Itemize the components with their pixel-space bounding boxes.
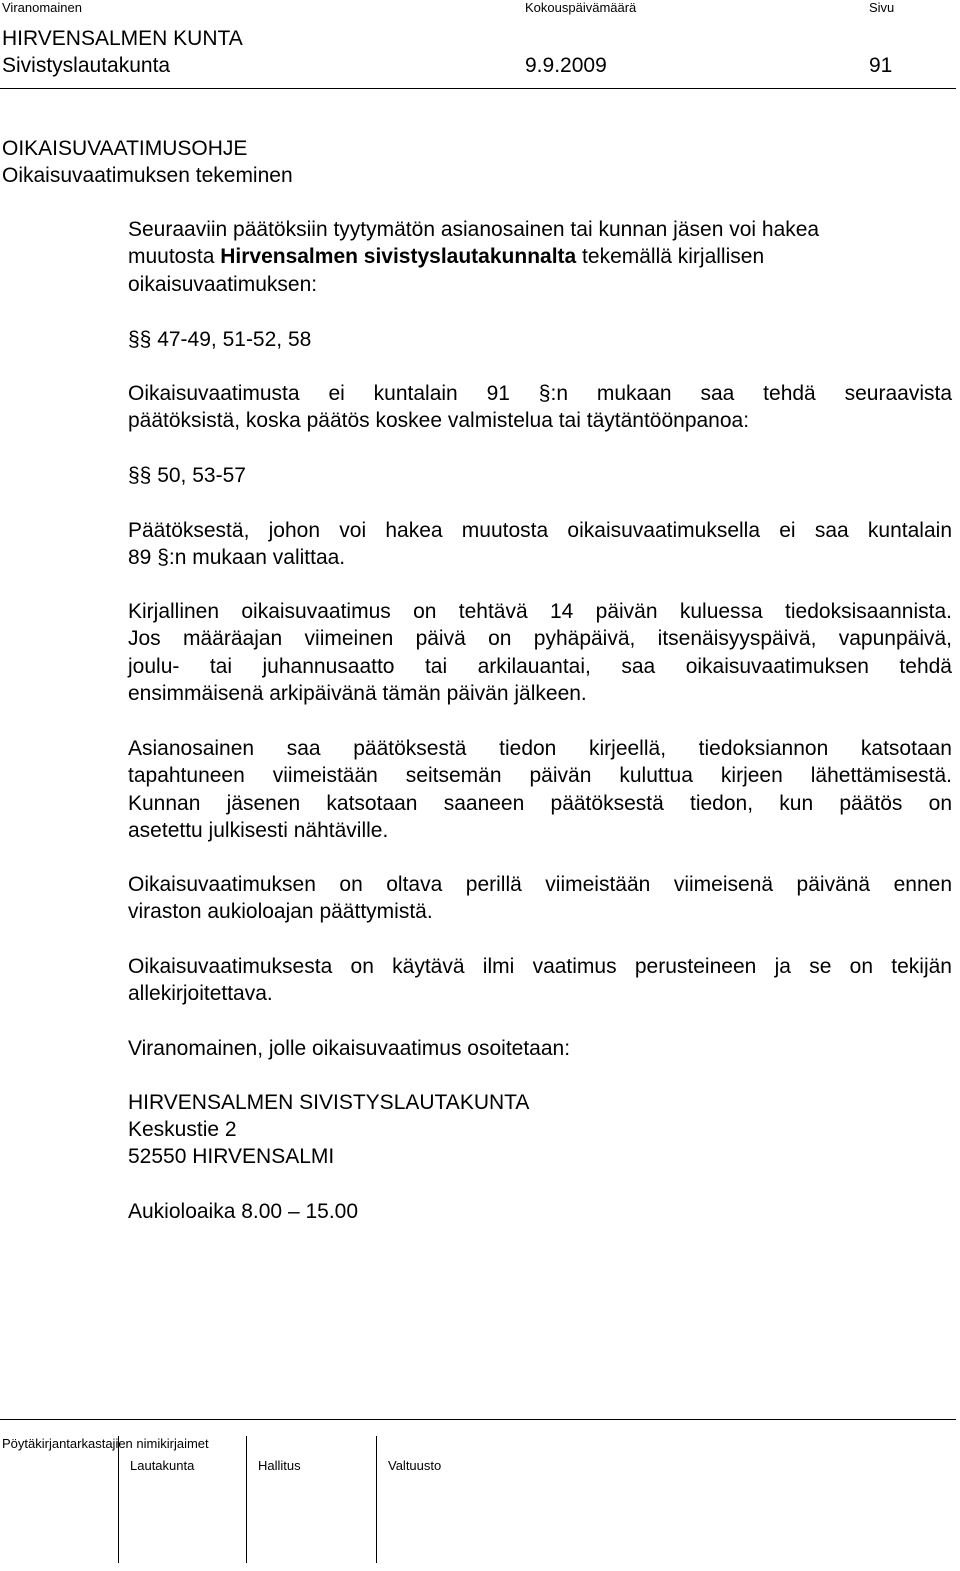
label-page: Sivu [869, 0, 895, 15]
label-meeting-date: Kokouspäivämäärä [525, 0, 637, 15]
sections-not-allowed [128, 462, 246, 489]
deadline-line-2: Jos määräajan viimeinen päivä on pyhäpäivä, itsenäisyyspäivä, vapunpäivä, [128, 627, 952, 651]
appeal-note-line-2: 89 §:n mukaan valittaa. [128, 546, 346, 570]
addressee-intro: Viranomainen, jolle oikaisuvaatimus osoitetaan: [128, 1037, 571, 1060]
not-allowed-line-2: päätöksistä, koska päätös koskee valmistelua tai täytäntöönpanoa: [128, 409, 750, 433]
notice-line-1: Asianosainen saa päätöksestä tiedon kirjeellä, tiedoksiannon katsotaan [128, 737, 952, 760]
intro-line-2-post: tekemällä kirjallisen [576, 245, 765, 269]
board-bold-name: Hirvensalmen sivistyslautakunnalta [220, 245, 577, 269]
footer-rule [0, 1419, 956, 1420]
board-name: Sivistyslautakunta [2, 54, 171, 77]
intro-paragraph [128, 216, 952, 298]
addressee-street: Keskustie 2 [128, 1118, 237, 1141]
submission-paragraph [128, 871, 952, 926]
deadline-line-3: joulu- tai juhannusaatto tai arkilauantai, saa oikaisuvaatimuksen tehdä [128, 654, 952, 678]
not-allowed-paragraph [128, 380, 952, 435]
intro-line-1: Seuraaviin päätöksiin tyytymätön asianosainen tai kunnan jäsen voi hakea [128, 218, 820, 241]
sections-allowed [128, 326, 311, 353]
intro-line-2-pre: muutosta [128, 245, 221, 269]
submission-line-1: Oikaisuvaatimuksen on oltava perillä viimeistään viimeisenä päivänä ennen [128, 873, 952, 896]
deadline-line-4: ensimmäisenä arkipäivänä tämän päivän jälkeen. [128, 681, 587, 705]
addressee-postal: 52550 HIRVENSALMI [128, 1145, 335, 1168]
office-hours: Aukioloaika 8.00 – 15.00 [128, 1200, 359, 1223]
submission-line-2: viraston aukioloajan päättymistä. [128, 900, 433, 924]
addressee-name: HIRVENSALMEN SIVISTYSLAUTAKUNTA [128, 1091, 530, 1114]
notice-line-2: tapahtuneen viimeistään seitsemän päivän kuluttua kirjeen lähettämisestä. [128, 764, 952, 788]
intro-line-2 [128, 243, 952, 270]
section-symbol: §§ [128, 464, 152, 487]
notice-line-3: Kunnan jäsenen katsotaan saaneen päätöksestä tiedon, kun päätös on [128, 791, 952, 815]
footer-col-government: Hallitus [258, 1458, 301, 1473]
footer-col-board: Lautakunta [130, 1458, 195, 1473]
meeting-date: 9.9.2009 [525, 54, 607, 77]
label-authority: Viranomainen [2, 0, 82, 15]
signature-paragraph [128, 953, 952, 1008]
sections-allowed-numbers: 47-49, 51-52, 58 [157, 328, 312, 351]
not-allowed-line-1: Oikaisuvaatimusta ei kuntalain 91 §:n mukaan saa tehdä seuraavista [128, 382, 952, 405]
sections-not-allowed-numbers: 50, 53-57 [157, 464, 246, 487]
header-rule [0, 88, 956, 89]
document-subtitle: Oikaisuvaatimuksen tekeminen [2, 164, 293, 187]
footer-divider-3 [376, 1436, 377, 1563]
footer-divider-1 [118, 1436, 119, 1563]
section-symbol: §§ [128, 328, 152, 351]
signature-line-2: allekirjoitettava. [128, 982, 273, 1006]
notice-line-4: asetettu julkisesti nähtäville. [128, 818, 389, 842]
footer-col-council: Valtuusto [388, 1458, 442, 1473]
initials-label: Pöytäkirjantarkastajien nimikirjaimet [2, 1436, 209, 1451]
document-title: OIKAISUVAATIMUSOHJE [2, 137, 248, 160]
deadline-line-1: Kirjallinen oikaisuvaatimus on tehtävä 14 päivän kuluessa tiedoksisaannista. [128, 600, 952, 623]
footer-divider-2 [246, 1436, 247, 1563]
deadline-paragraph [128, 598, 952, 707]
intro-line-3: oikaisuvaatimuksen: [128, 272, 318, 296]
appeal-note-line-1: Päätöksestä, johon voi hakea muutosta oikaisuvaatimuksella ei saa kuntalain [128, 519, 952, 542]
notice-paragraph [128, 735, 952, 844]
signature-line-1: Oikaisuvaatimuksesta on käytävä ilmi vaatimus perusteineen ja se on tekijän [128, 955, 952, 978]
page-number: 91 [869, 54, 893, 77]
municipality-name: HIRVENSALMEN KUNTA [2, 27, 243, 50]
appeal-note-paragraph [128, 517, 952, 572]
